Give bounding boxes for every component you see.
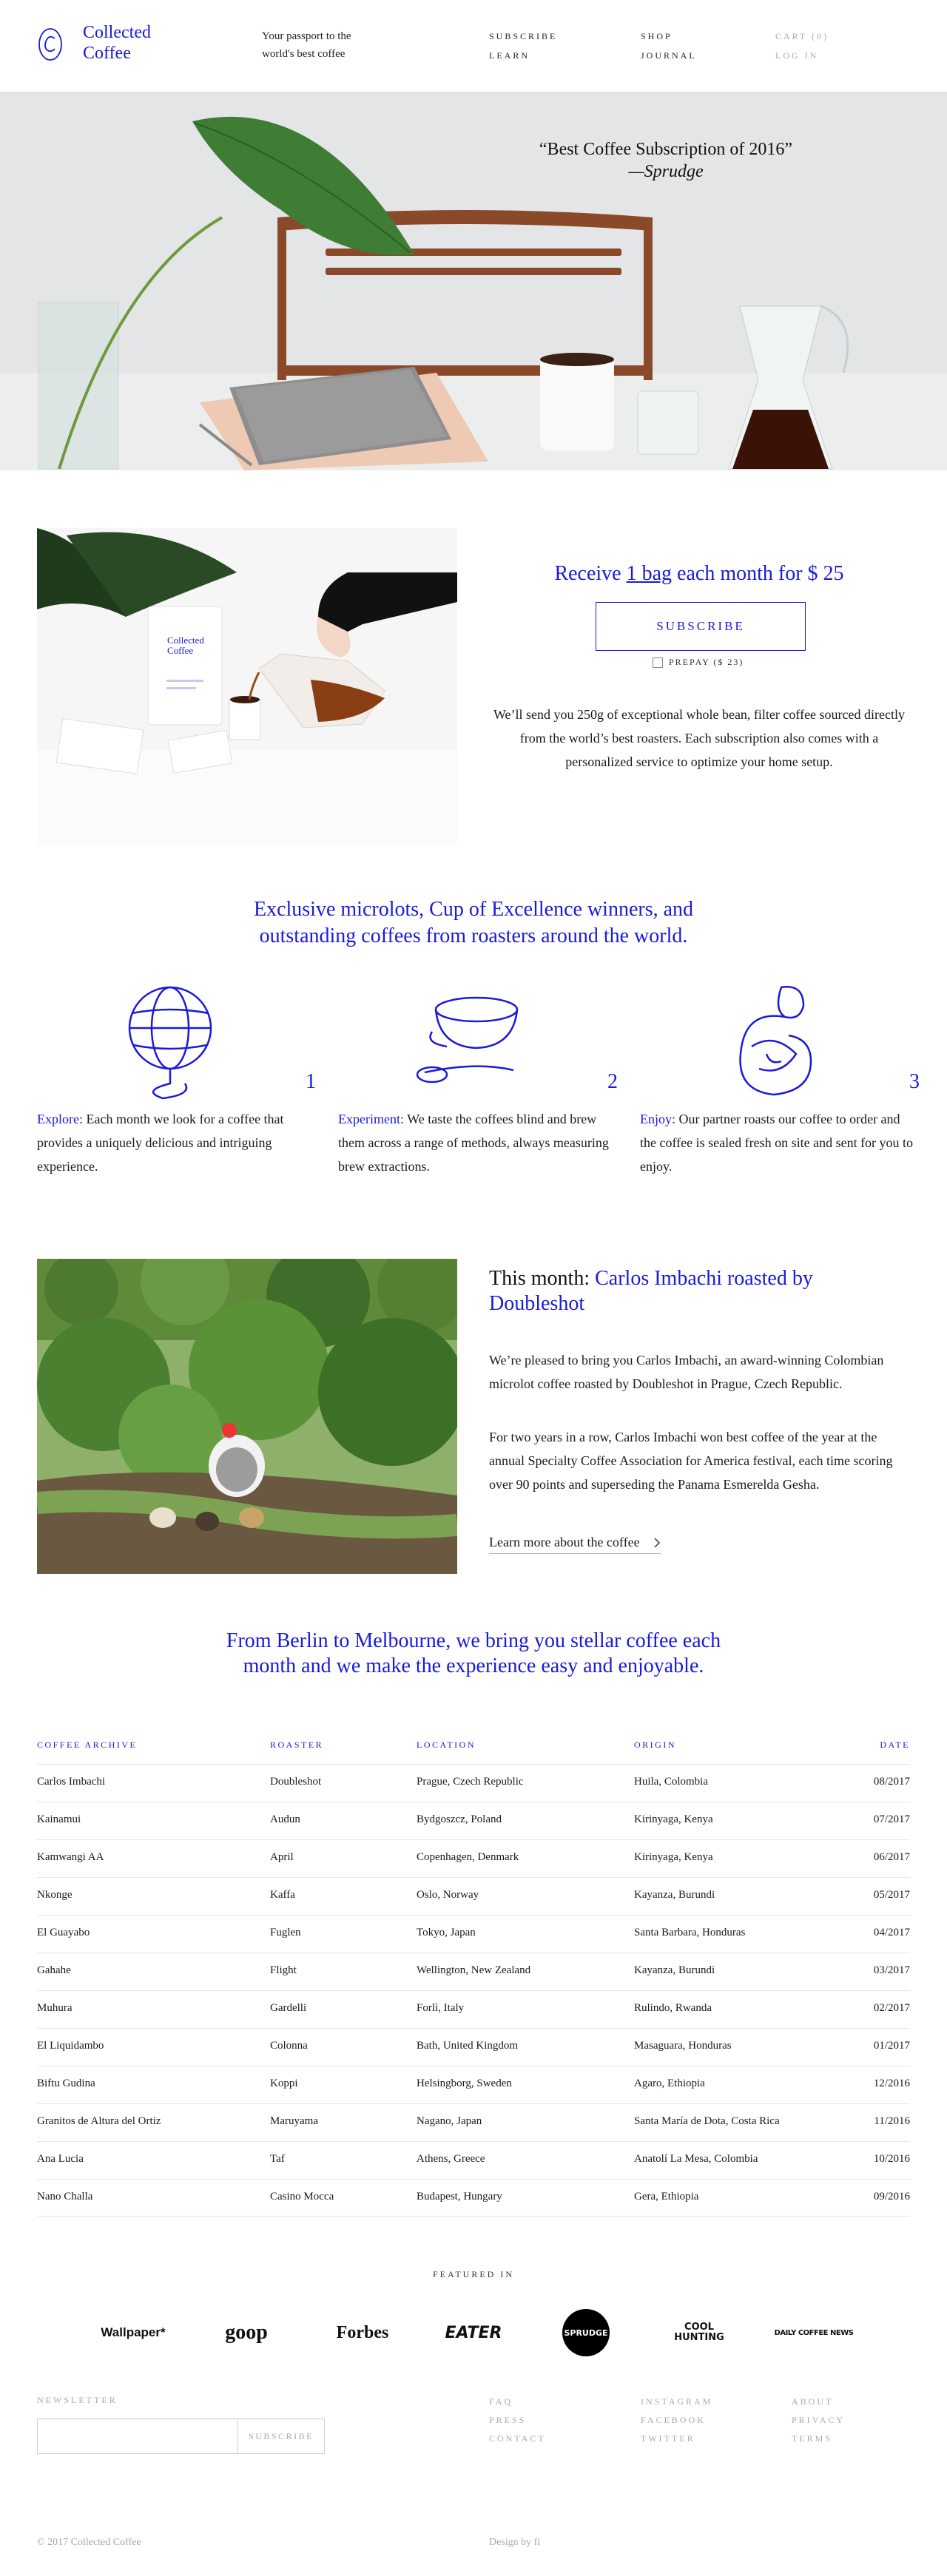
- bag-quantity-select[interactable]: 1 bag: [626, 562, 673, 585]
- cell-origin: Kirinyaga, Kenya: [634, 1813, 713, 1825]
- table-row[interactable]: [37, 1953, 910, 1990]
- cell-coffee: Muhura: [37, 2002, 73, 2014]
- cell-origin: Huila, Colombia: [634, 1776, 708, 1788]
- table-row[interactable]: [37, 2066, 910, 2103]
- table-row[interactable]: [37, 1839, 910, 1877]
- brand-name[interactable]: [83, 22, 151, 64]
- footer-link-terms[interactable]: TERMS: [792, 2433, 833, 2444]
- cell-origin: Rulindo, Rwanda: [634, 2002, 712, 2014]
- table-row[interactable]: [37, 2028, 910, 2066]
- learn-more-label: Learn more about the coffee: [489, 1535, 640, 1549]
- cell-roaster: Colonna: [270, 2040, 308, 2052]
- step-title-3: Enjoy:: [640, 1112, 675, 1126]
- table-row[interactable]: [37, 1915, 910, 1953]
- offer-price: each month for $ 25: [672, 562, 844, 585]
- cell-roaster: April: [270, 1851, 294, 1863]
- col-header-location[interactable]: LOCATION: [417, 1740, 476, 1750]
- press-logo-daily-coffee-news[interactable]: DAILY COFFEE NEWS: [774, 2328, 854, 2337]
- cell-date: 12/2016: [873, 2078, 910, 2089]
- cell-location: Athens, Greece: [417, 2153, 485, 2165]
- nav-learn[interactable]: LEARN: [489, 50, 530, 61]
- learn-more-link[interactable]: [489, 1535, 661, 1554]
- cell-roaster: Maruyama: [270, 2115, 318, 2127]
- cell-origin: Kayanza, Burundi: [634, 1964, 715, 1976]
- step-body-1: Each month we look for a coffee that provides a uniquely delicious and intriguing experience.: [37, 1112, 284, 1174]
- col-header-date[interactable]: DATE: [880, 1740, 910, 1750]
- cell-date: 11/2016: [874, 2115, 910, 2127]
- nav-cart[interactable]: CART (0): [775, 31, 829, 41]
- farm-illustration: [37, 1259, 457, 1574]
- coffee-farm-photo: [37, 1259, 457, 1574]
- cell-coffee: Ana Lucia: [37, 2153, 84, 2165]
- table-row[interactable]: [37, 2103, 910, 2141]
- cell-coffee: Gahahe: [37, 1964, 71, 1976]
- cell-location: Bydgoszcz, Poland: [417, 1813, 502, 1825]
- value-proposition: [178, 1629, 769, 1679]
- step-number-3: 3: [909, 1070, 920, 1093]
- press-logo-forbes[interactable]: Forbes: [336, 2322, 389, 2342]
- value-line-2: month and we make the experience easy and enjoyable.: [243, 1654, 704, 1677]
- subscription-offer: [488, 562, 910, 586]
- copyright: © 2017 Collected Coffee: [37, 2537, 141, 2548]
- cell-date: 09/2016: [873, 2191, 910, 2203]
- cell-origin: Gera, Ethiopia: [634, 2191, 699, 2203]
- newsletter-subscribe-button[interactable]: SUBSCRIBE: [237, 2418, 325, 2454]
- cell-roaster: Taf: [270, 2153, 285, 2165]
- col-header-origin[interactable]: ORIGIN: [634, 1740, 676, 1750]
- cell-date: 06/2017: [873, 1851, 910, 1863]
- nav-group-3: [775, 27, 829, 65]
- footer-link-about[interactable]: ABOUT: [792, 2396, 834, 2407]
- mission-statement: [178, 896, 769, 950]
- step-title-2: Experiment:: [338, 1112, 404, 1126]
- step-experiment: [338, 1107, 612, 1178]
- cell-coffee: Nkonge: [37, 1889, 73, 1901]
- cell-roaster: Gardelli: [270, 2002, 307, 2014]
- cell-coffee: El Guayabo: [37, 1927, 90, 1938]
- cell-origin: Masaguara, Honduras: [634, 2040, 732, 2052]
- cell-date: 04/2017: [873, 1927, 910, 1938]
- design-credit[interactable]: Design by fi: [489, 2537, 541, 2548]
- cell-location: Budapest, Hungary: [417, 2191, 502, 2203]
- step-number-1: 1: [306, 1070, 316, 1093]
- hero-quote: [518, 138, 814, 183]
- step-body-3: Our partner roasts our coffee to order and the coffee is sealed fresh on site and sent for you to enjoy.: [640, 1112, 914, 1174]
- cell-origin: Kirinyaga, Kenya: [634, 1851, 713, 1863]
- relaxing-person-icon: [700, 980, 848, 1106]
- footer-col-company: [792, 2393, 845, 2448]
- this-month-details: For two years in a row, Carlos Imbachi won best coffee of the year at the annual Specialty Coffee Association for America festival, each time scoring over 90 points and superseding the Panama Esmerelda Gesha.: [489, 1430, 893, 1492]
- cell-coffee: Kamwangi AA: [37, 1851, 104, 1863]
- table-row[interactable]: [37, 1990, 910, 2028]
- cell-location: Prague, Czech Republic: [417, 1776, 524, 1788]
- cell-origin: Santa María de Dota, Costa Rica: [634, 2115, 780, 2127]
- footer-link-privacy[interactable]: PRIVACY: [792, 2415, 846, 2425]
- this-month-title: [489, 1266, 911, 1316]
- cell-date: 01/2017: [873, 2040, 910, 2052]
- step-explore: [37, 1107, 311, 1178]
- cell-origin: Santa Barbara, Honduras: [634, 1927, 746, 1938]
- mission-line-1: Exclusive microlots, Cup of Excellence winners, and: [253, 898, 694, 921]
- nav-shop[interactable]: SHOP: [641, 31, 673, 41]
- step-enjoy: [640, 1107, 914, 1178]
- this-month-label: This month:: [489, 1267, 596, 1290]
- cell-roaster: Audun: [270, 1813, 300, 1825]
- cell-date: 05/2017: [873, 1889, 910, 1901]
- logo-icon[interactable]: [37, 27, 64, 62]
- cell-date: 08/2017: [873, 1776, 910, 1788]
- cell-origin: Anatolí La Mesa, Colombia: [634, 2153, 758, 2165]
- press-logo-goop[interactable]: goop: [225, 2321, 268, 2344]
- cell-origin: Agaro, Ethiopia: [634, 2078, 705, 2089]
- cell-location: Helsingborg, Sweden: [417, 2078, 512, 2089]
- newsletter-email-input[interactable]: [37, 2418, 238, 2454]
- header-tagline: [262, 27, 351, 63]
- cell-coffee: Nano Challa: [37, 2191, 93, 2203]
- mission-line-2: outstanding coffees from roasters around the world.: [259, 924, 688, 947]
- press-logo-cool-hunting[interactable]: COOL HUNTING: [674, 2322, 724, 2343]
- nav-group-1: [489, 27, 557, 65]
- table-row[interactable]: [37, 2179, 910, 2217]
- cell-roaster: Doubleshot: [270, 1776, 322, 1788]
- nav-login[interactable]: LOG IN: [775, 50, 819, 61]
- table-row[interactable]: [37, 1764, 910, 1802]
- cell-coffee: Biftu Gudina: [37, 2078, 95, 2089]
- cell-coffee: Carlos Imbachi: [37, 1776, 106, 1788]
- step-body-2: We taste the coffees blind and brew them across a range of methods, always measuring brew extractions.: [338, 1112, 609, 1174]
- value-line-1: From Berlin to Melbourne, we bring you stellar coffee each: [226, 1629, 721, 1652]
- brand-line-2: Coffee: [83, 44, 131, 63]
- cell-coffee: Granitos de Altura del Ortiz: [37, 2115, 161, 2127]
- brand-line-1: Collected: [83, 23, 151, 42]
- nav-group-2: [641, 27, 697, 65]
- cell-roaster: Kaffa: [270, 1889, 295, 1901]
- footer-link-facebook[interactable]: FACEBOOK: [641, 2415, 706, 2425]
- nav-journal[interactable]: JOURNAL: [641, 50, 697, 61]
- footer-link-contact[interactable]: CONTACT: [489, 2433, 546, 2444]
- cell-date: 03/2017: [873, 1964, 910, 1976]
- offer-prefix: Receive: [554, 562, 627, 585]
- subscription-description: We’ll send you 250g of exceptional whole bean, filter coffee sourced directly from the world’s best roasters. Each subscription also comes with a personalized service to optimize your home setup.: [493, 707, 905, 769]
- bag-brand-2: Coffee: [167, 645, 194, 656]
- quote-source: —Sprudge: [628, 162, 704, 181]
- quote-text: “Best Coffee Subscription of 2016”: [539, 140, 793, 159]
- cell-roaster: Casino Mocca: [270, 2191, 334, 2203]
- col-header-roaster[interactable]: ROASTER: [270, 1740, 324, 1750]
- subscription-photo: [37, 528, 457, 845]
- press-logo-eater[interactable]: EATER: [445, 2323, 502, 2342]
- footer-link-press[interactable]: PRESS: [489, 2415, 527, 2425]
- footer-link-instagram[interactable]: INSTAGRAM: [641, 2396, 713, 2407]
- subscribe-button[interactable]: SUBSCRIBE: [596, 602, 806, 651]
- cell-location: Nagano, Japan: [417, 2115, 482, 2127]
- cell-location: Wellington, New Zealand: [417, 1964, 531, 1976]
- cell-roaster: Fuglen: [270, 1927, 301, 1938]
- cell-location: Tokyo, Japan: [417, 1927, 476, 1938]
- press-logo-wallpaper[interactable]: Wallpaper*: [101, 2325, 166, 2339]
- cell-roaster: Koppi: [270, 2078, 298, 2089]
- globe-icon: [96, 980, 244, 1106]
- footer-link-twitter[interactable]: TWITTER: [641, 2433, 695, 2444]
- pour-over-illustration: [37, 528, 457, 845]
- prepay-checkbox[interactable]: [653, 657, 744, 668]
- tagline-line-1: Your passport to the: [262, 30, 351, 42]
- prepay-label: PREPAY ($ 23): [669, 657, 744, 667]
- footer-col-social: [641, 2393, 712, 2448]
- cell-roaster: Flight: [270, 1964, 297, 1976]
- press-logo-sprudge[interactable]: SPRUDGE: [562, 2309, 610, 2356]
- cell-date: 07/2017: [873, 1813, 910, 1825]
- cell-date: 10/2016: [873, 2153, 910, 2165]
- step-number-2: 2: [607, 1070, 618, 1093]
- checkbox-icon[interactable]: [653, 657, 663, 668]
- cell-origin: Kayanza, Burundi: [634, 1889, 715, 1901]
- table-row[interactable]: [37, 2141, 910, 2179]
- cell-coffee: Kainamui: [37, 1813, 81, 1825]
- footer-link-faq[interactable]: FAQ: [489, 2396, 513, 2407]
- this-month-roaster: Doubleshot: [489, 1292, 585, 1315]
- table-row[interactable]: [37, 1877, 910, 1915]
- step-title-1: Explore:: [37, 1112, 83, 1126]
- site-header: [0, 0, 947, 92]
- chevron-right-icon: [653, 1538, 661, 1548]
- cell-location: Forlì, Italy: [417, 2002, 465, 2014]
- hero-banner: [0, 92, 947, 470]
- cup-spoon-icon: [402, 980, 550, 1106]
- cell-location: Copenhagen, Denmark: [417, 1851, 519, 1863]
- nav-subscribe[interactable]: SUBSCRIBE: [489, 31, 558, 41]
- cell-date: 02/2017: [873, 2002, 910, 2014]
- this-month-coffee: Carlos Imbachi roasted by: [595, 1267, 813, 1290]
- footer-col-help: [489, 2393, 546, 2448]
- this-month-intro: We’re pleased to bring you Carlos Imbachi, an award-winning Colombian microlot coffee roasted by Doubleshot in Prague, Czech Republic.: [489, 1353, 884, 1391]
- cell-location: Bath, United Kingdom: [417, 2040, 519, 2052]
- featured-label: FEATURED IN: [433, 2269, 514, 2279]
- cell-location: Oslo, Norway: [417, 1889, 479, 1901]
- table-row[interactable]: [37, 1802, 910, 1839]
- tagline-line-2: world's best coffee: [262, 48, 346, 60]
- col-header-coffee[interactable]: COFFEE ARCHIVE: [37, 1740, 138, 1750]
- cell-coffee: El Liquidambo: [37, 2040, 104, 2052]
- bag-brand-1: Collected: [167, 635, 204, 646]
- newsletter-label: NEWSLETTER: [37, 2395, 118, 2405]
